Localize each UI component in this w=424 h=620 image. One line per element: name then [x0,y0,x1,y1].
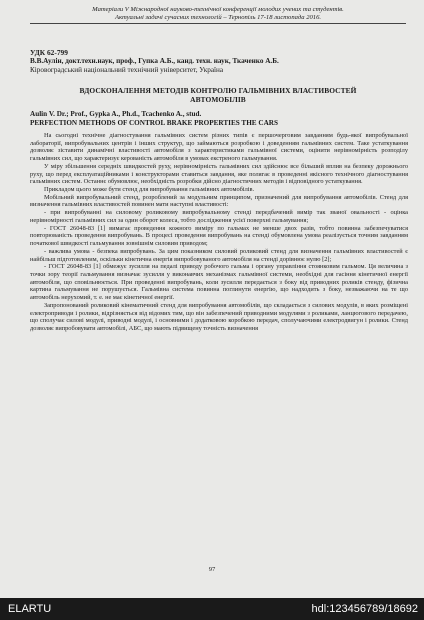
paragraph: Мобільний випробувальний стенд, розроблений за модульним принципом, призначений для випробування автомобілів. Стенд для визначення гальмівних властивостей повинен мати наступні властивості: [30,193,408,209]
conference-header-line-2: Актуальні задачі сучасних технологій – Тернопіль 17-18 листопада 2016. [114,14,322,21]
paper-title-ua [30,86,406,104]
authors-affiliation: Кіровоградський національний технічний університет, Україна [30,66,224,74]
udc-code: УДК 62-799 [30,48,68,57]
paper-title-en: PERFECTION METHODS OF CONTROL BRAKE PROPERTIES THE CARS [30,119,278,127]
paragraph: - ГОСТ 26048-83 [1] вимагає проведення кожного виміру по гальмах не менше двох разів, тобто повинна забезпечуватися повторюваність проведення випробувань. В процесі проведення випробувань на стенді обумовлена умова реалізується точним завданням початкової швидкості гальмування зовнішнім силовим приводом; [30,224,408,248]
paragraph: - при випробуванні на силовому роликовому випробувальному стенді передбачений вимір так званої овальності - оцінка нерівномірності гальмівних сил за один оборот колеса, тобто дослідження усієї поверхні гальмування; [30,209,408,224]
conference-header-line-1: Матеріали V Міжнародної науково-технічної конференції молодих учених та студентів. [92,6,344,13]
paragraph: На сьогодні технічне діагностування гальмівних систем різних типів є першочерговим завданням будь-якої випробувальної лабораторії, випробувальних центрів і інших структур, що займаються розробкою і доведенням гальмівних систем. Таке устаткування дозволяє зіставити динамічні властивості автомобіля з характеристиками гальмівної системи, оцінити нерівномірність розподілу гальмівних сил, що характеризує керованість автомобіля в умовах екстреного гальмування. [30,132,408,163]
authors-block-ua [30,57,410,75]
authors-names-en: Aulin V. Dr.; Prof., Gypka A., Ph.d., Tcachenko A., stud. [30,110,202,118]
paragraph: - важлива умова - безпека випробувань. За цим показником силовий роликовий стенд для визначення гальмівних властивостей є найбільш підготовленим, оскільки кінетична енергія випробовуваного автомобіля на стенді дорівнює нулю [2]; [30,247,408,263]
conference-header [30,6,406,24]
body-text [30,132,408,333]
repository-name: ELARTU [8,603,52,615]
page-number: 97 [208,566,216,573]
viewer-footer [0,598,424,620]
authors-names-ua: В.В.Аулін, докт.техн.наук, проф., Гупка А.Б., канд. техн. наук, Ткаченко А.Б. [30,57,279,65]
paragraph: Прикладом цього може бути стенд для випробування гальмівних автомобілів. [44,186,255,194]
paragraph: У міру збільшення середніх швидкостей руху, нерівномірність гальмівних сил здійснює все більший вплив на безпеку дорожнього руху, що перед експлуатаційниками і конструкторами ставиться завдання, яке полягає в проведенні якісного технічного діагностування гальмівних систем. Останнє обумовлює, необхідність розробки дійсно діагностичних методів і відповідного устаткування. [30,162,408,186]
paragraph: - ГОСТ 26048-83 [1] обмежує зусилля на педалі приводу робочого гальма і органу управління стоянковим гальмом. Ця величина з точки зору теорії гальмування визначає зусилля у виконавчих механізмах гальмівної системи, необхідні для гасіння кінетичної енергії автомобіля, що сповільнюється. При проведенні випробувань, коли зусилля передається з боку від приводних роликів стенду, фізична картина гальмування не порушується. Гальмівна система повинна поглинути енергію, що надходить з боку, незважаючи на те що автомобіль нерухомий, т. е. не має кінетичної енергії. [30,263,408,302]
handle-identifier: hdl:123456789/18692 [311,603,418,615]
paper-title-ua-line-1: ВДОСКОНАЛЕННЯ МЕТОДІВ КОНТРОЛЮ ГАЛЬМІВНИХ ВЛАСТИВОСТЕЙ [79,86,357,95]
paragraph: Запропонований роликовий кінематичний стенд для випробування автомобілів, що складається з силових модулів, в яких розміщені електроприводи і ролики, відрізняється від відомих тим, що він забезпечений приводними модулями з роликами, ланцюгового передачею, що сполучає силові модулі, приводні модулі, і основними і додатковою коробкою передач, сполучаючими електродвигун і ролики. Стенд дозволяє випробовувати автомобілі, АБС, що мають підвищену точність визначення [30,301,408,332]
paper-title-ua-line-2: АВТОМОБІЛІВ [190,95,246,104]
authors-block-en [30,110,410,128]
